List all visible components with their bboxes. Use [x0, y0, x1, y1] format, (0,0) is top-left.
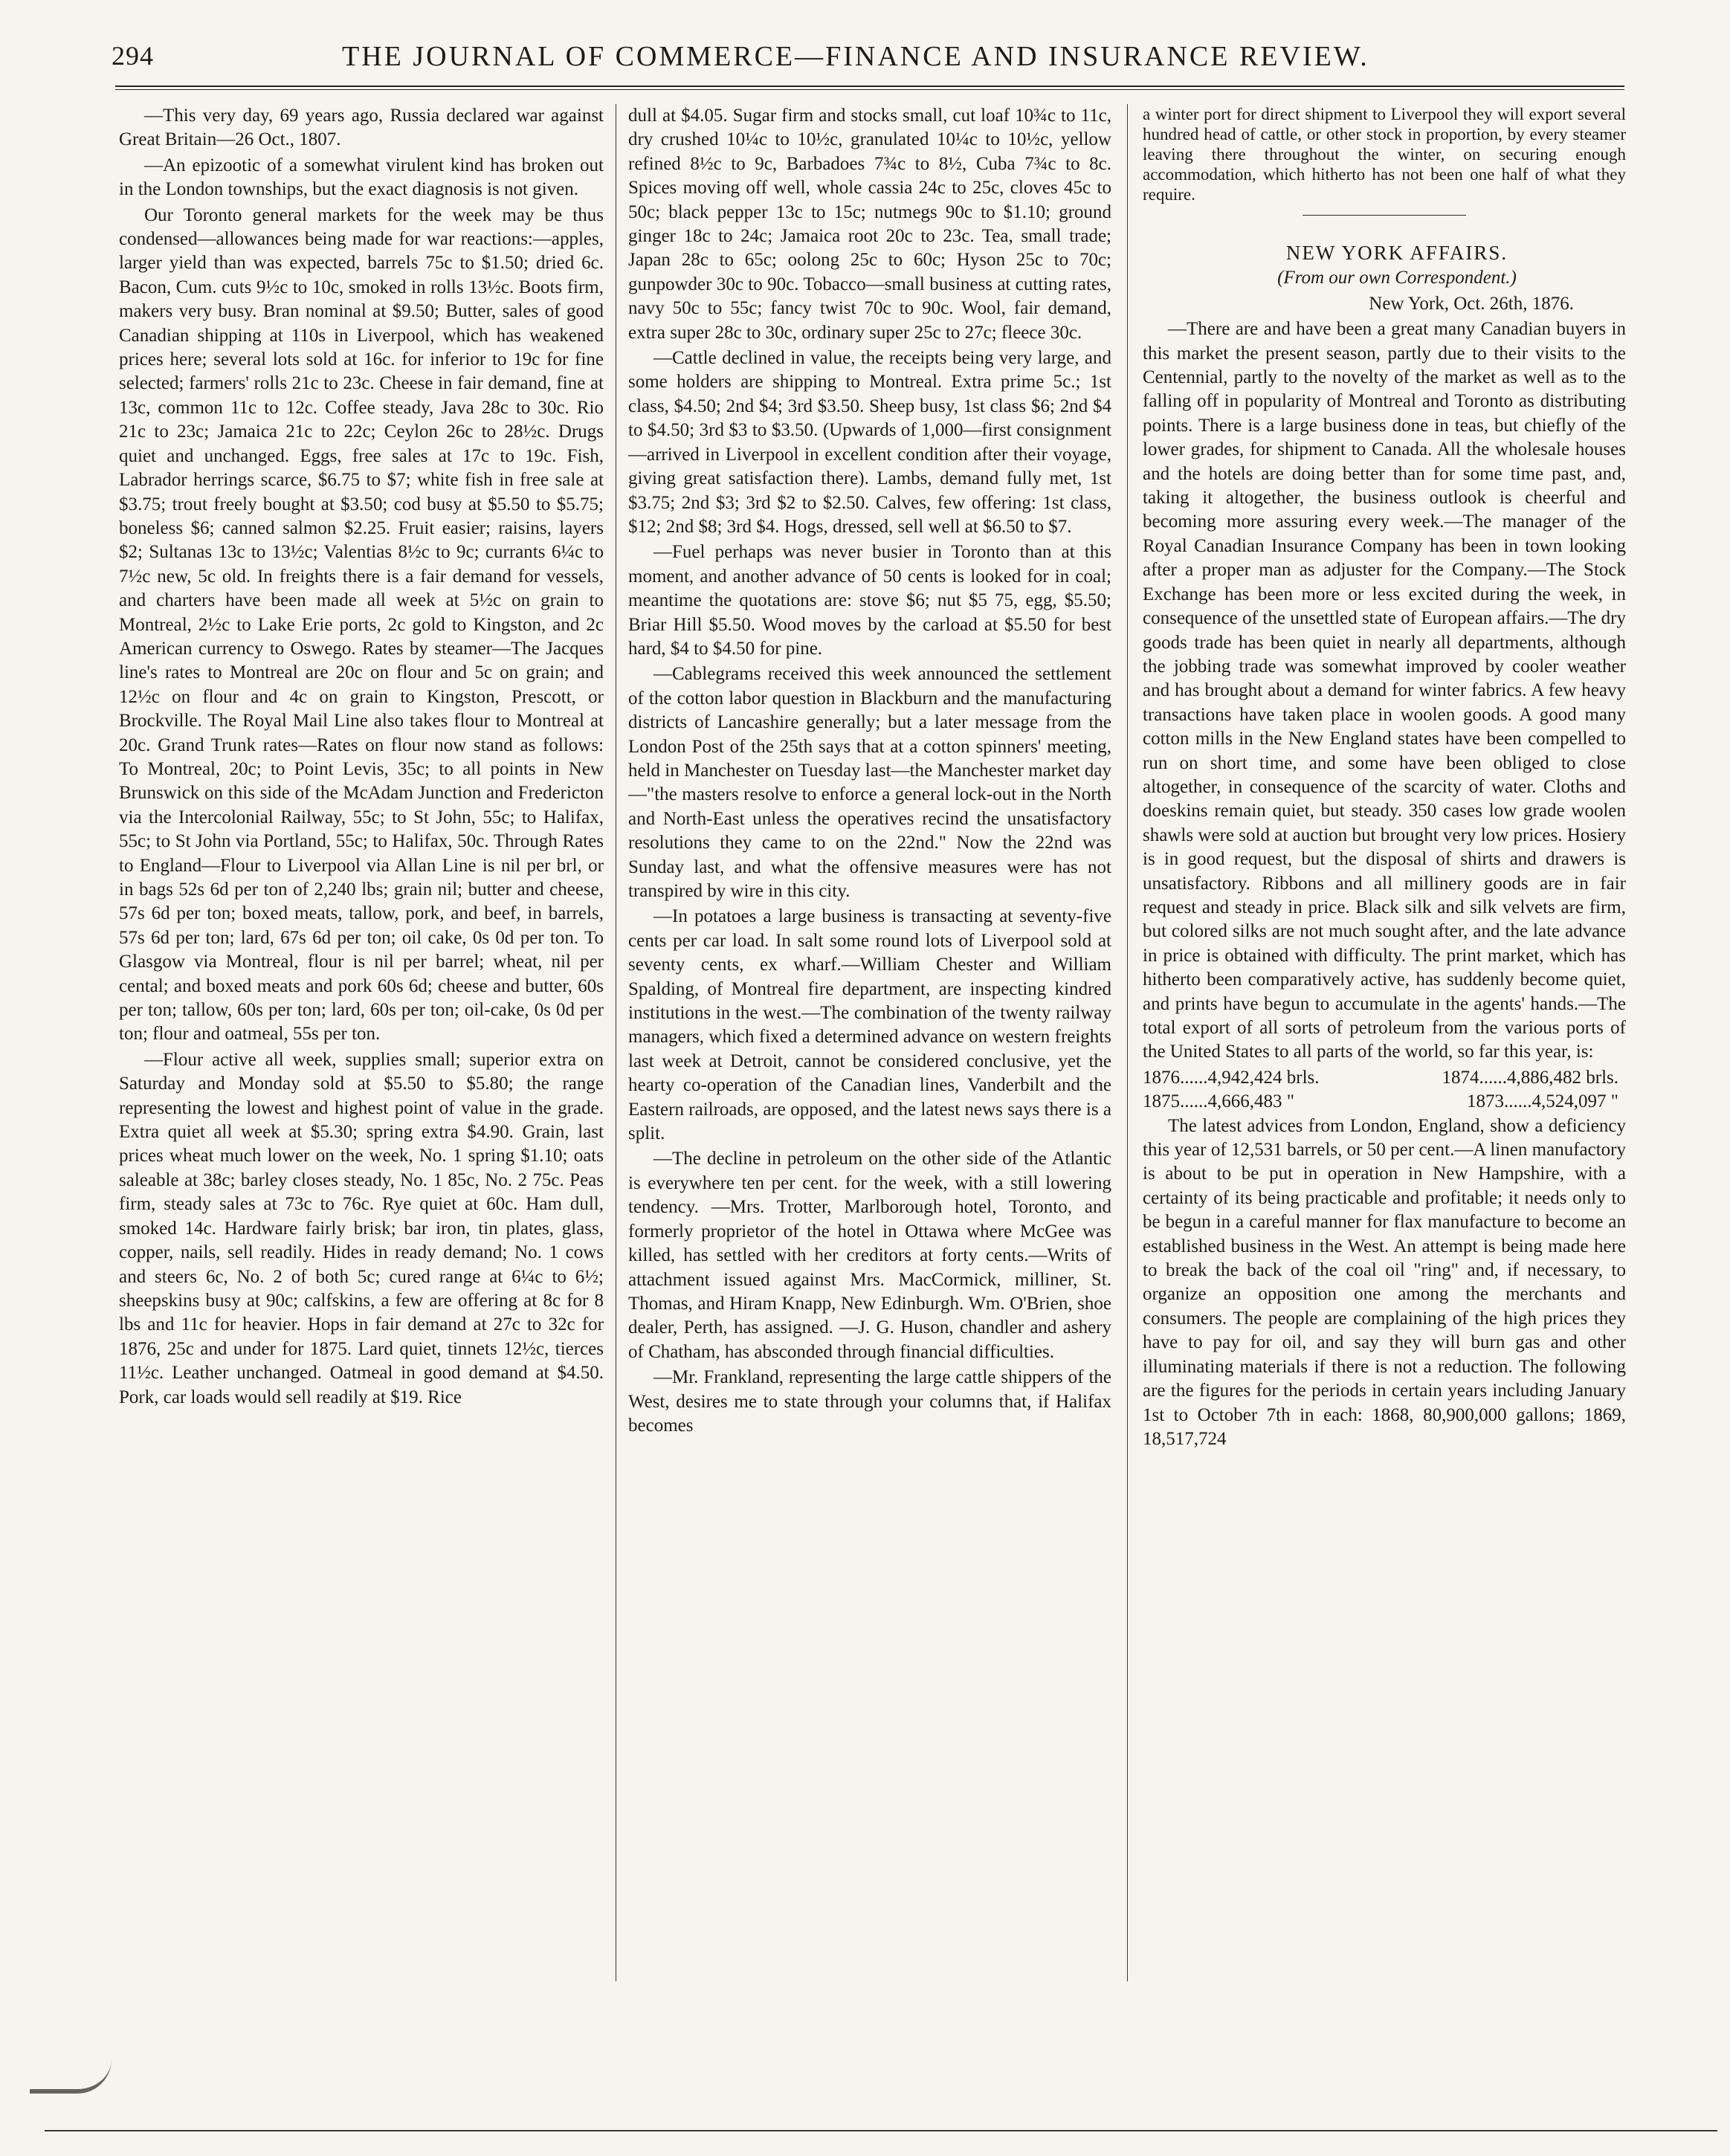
paragraph: —This very day, 69 years ago, Russia declared war against Great Britain—26 Oct., 1807.: [119, 106, 604, 150]
column-1: [119, 104, 604, 2007]
paragraph: —Flour active all week, supplies small; superior extra on Saturday and Monday sold at $5.50 to $5.80; the range representing the lowest and highest point of value in the grade. Extra quiet all week at $5.30; spring extra $4.90. Grain, last prices wheat much lower on the week, No. 1 spring $1.10; oats saleable at 38c; barley closes steady, No. 1 85c, No. 2 75c. Peas firm, steady sales at 73c to 76c. Rye quiet at 60c. Ham dull, smoked 14c. Hardware fairly brisk; bar iron, tin plates, glass, copper, nails, sell readily. Hides in ready demand; No. 1 cows and steers 6c, No. 2 of both 5c; cured range at 6¼c to 6½; sheepskins busy at 90c; calfskins, a few are offering at 8c for 8 lbs and 11c for heavier. Hops in fair demand at 27c to 32c for 1876, 25c and under for 1875. Lard quiet, tinnets 12½c, tierces 11½c. Leather unchanged. Oatmeal in good demand at $4.50. Pork, car loads would sell readily at $19. Rice: [119, 1049, 604, 1407]
paragraph: —Cablegrams received this week announced the settlement of the cotton labor question in Blackburn and the manufacturing districts of Lancashire generally; but a later message from the London Post of the 25th says that at a cotton spinners' meeting, held in Manchester on Tuesday last—the Manchester market day—"the masters resolve to enforce a general lock-out in the North and North-East unless the operatives recind the unsatisfactory resolutions they came to on the 22nd." Now the 22nd was Sunday last, and what the offensive measures were has not transpired by wire in this city.: [628, 664, 1111, 901]
column-2: [628, 104, 1111, 2007]
paragraph: —In potatoes a large business is transacting at seventy-five cents per car load. In salt some round lots of Liverpool sold at seventy cents, ex wharf.—William Chester and William Spalding, of Montreal fire department, are inspecting kindred institutions in the west.—The combination of the twenty railway managers, which fixed a determined advance on western freights last week at Detroit, cannot be considered conclusive, yet the hearty co-operation of the Canadian lines, Vanderbilt and the Eastern railroads, are opposed, and the latest news says there is a split.: [628, 906, 1111, 1144]
paragraph: Our Toronto general markets for the week may be thus condensed—allowances being made for war reactions:—apples, larger yield than was expected, barrels 75c to $1.50; dried 6c. Bacon, Cum. cuts 9½c to 10c, smoked in rolls 13½c. Boots firm, makers very busy. Bran nominal at $9.50; Butter, sales of good Canadian shipping at 110s in Liverpool, which has weakened prices here; several lots sold at 16c. for inferior to 19c for fine selected; farmers' rolls 21c to 23c. Cheese in fair demand, fine at 13c, common 11c to 12c. Coffee steady, Java 28c to 30c. Rio 21c to 23c; Jamaica 21c to 22c; Ceylon 26c to 28½c. Drugs quiet and unchanged. Eggs, free sales at 17c to 19c. Fish, Labrador herrings scarce, $6.75 to $7; white fish in free sale at $3.75; trout freely bought at $3.50; cod busy at $5.50 to $5.75; boneless $6; canned salmon $2.25. Fruit easier; raisins, layers $2; Sultanas 13c to 13½c; Valentias 8½c to 9c; currants 6¼c to 7½c new, 5c old. In freights there is a fair demand for vessels, and charters have been made all week at 5½c on grain to Montreal, 2½c to Lake Erie ports, 2c gold to Kingston, and 2c American currency to Oswego. Rates by steamer—The Jacques line's rates to Montreal are 20c on flour and 5c on grain; and 12½c on flour and 4c on grain to Kingston, Prescott, or Brockville. The Royal Mail Line also takes flour to Montreal at 20c. Grand Trunk rates—Rates on flour now stand as follows: To Montreal, 20c; to Point Levis, 35c; to all points in New Brunswick on this side of the McAdam Junction and Fredericton via the Intercolonial Railway, 55c; to St John, 55c; to Halifax, 55c; to St John via Portland, 55c; to Halifax, 50c. Through Rates to England—Flour to Liverpool via Allan Line is nil per brl, or in bags 52s 6d per ton of 2,240 lbs; grain nil; butter and cheese, 57s 6d per ton; boxed meats, tallow, pork, and beef, in barrels, 57s 6d per ton; lard, 67s 6d per ton; oil cake, 0s 0d per ton. To Glasgow via Montreal, flour is nil per barrel; wheat, nil per cental; and boxed meats and pork 60s 6d; cheese and butter, 60s per ton; tallow, 60s per ton; lard, 60s per ton; oil-cake, 0s 0d per ton; flour and oatmeal, 55s per ton.: [119, 204, 604, 1045]
page-damage-mark: [30, 2059, 112, 2094]
running-head: THE JOURNAL OF COMMERCE—FINANCE AND INSURANCE REVIEW.: [342, 41, 1369, 72]
bottom-rule: [45, 2130, 1717, 2131]
section-title: NEW YORK AFFAIRS.: [1285, 242, 1508, 264]
export-row: [1143, 1090, 1626, 1114]
export-figure: 1875......4,666,483 ": [1143, 1091, 1294, 1112]
paragraph: dull at $4.05. Sugar firm and stocks small, cut loaf 10¾c to 11c, dry crushed 10¼c to 10½c, granulated 10¼c to 10½c, yellow refined 8½c to 9c, Barbadoes 7¾c to 8½, Cuba 7¾c to 8c. Spices moving off well, whole cassia 24c to 25c, cloves 45c to 50c; black pepper 13c to 15c; nutmegs 90c to $1.10; ground ginger 18c to 24c; Jamaica root 20c to 23c. Tea, small trade; Japan 28c to 65c; oolong 25c to 60c; Hyson 25c to 70c; gunpowder 30c to 90c. Tobacco—small business at cutting rates, navy 50c to 55c; fancy twist 70c to 90c. Wool, fair demand, extra super 28c to 30c, ordinary super 25c to 27c; fleece 30c.: [628, 106, 1111, 343]
export-figure: 1874......4,886,482 brls.: [1442, 1067, 1618, 1088]
dateline: New York, Oct. 26th, 1876.: [1369, 293, 1574, 314]
export-figure: 1876......4,942,424 brls.: [1143, 1067, 1320, 1088]
header-rule: [115, 85, 1624, 90]
column-3: [1143, 104, 1626, 2007]
paragraph: —Mr. Frankland, representing the large cattle shippers of the West, desires me to state through your columns that, if Halifax becomes: [628, 1367, 1111, 1436]
paragraph: —Cattle declined in value, the receipts being very large, and some holders are shipping to Montreal. Extra prime 5c.; 1st class, $4.50; 2nd $4; 3rd $3.50. Sheep busy, 1st class $6; 2nd $4 to $4.50; 3rd $3 to $3.50. (Upwards of 1,000—first consignment—arrived in Liverpool in excellent condition after their voyage, giving great satisfaction there). Lambs, demand fully met, 1st $3.75; 2nd $3; 3rd $2 to $2.50. Calves, few offering: 1st class, $12; 2nd $8; 3rd $4. Hogs, dressed, sell well at $6.50 to $7.: [628, 348, 1111, 537]
section-subtitle: (From our own Correspondent.): [1277, 268, 1517, 288]
paragraph: —The decline in petroleum on the other side of the Atlantic is everywhere ten per cent. for the week, with a still lowering tendency. —Mrs. Trotter, Marlborough hotel, Toronto, and formerly proprietor of the hotel in Ottawa where McGee was killed, has settled with her creditors at forty cents.—Writs of attachment issued against Mrs. MacCormick, milliner, St. Thomas, and Hiram Knapp, New Edinburgh. Wm. O'Brien, shoe dealer, Perth, has assigned. —J. G. Huson, chandler and ashery of Chatham, has absconded through financial difficulties.: [628, 1149, 1111, 1362]
paragraph: —Fuel perhaps was never busier in Toronto than at this moment, and another advance of 50 cents is looked for in coal; meantime the quotations are: stove $6; nut $5 75, egg, $5.50; Briar Hill $5.50. Wood moves by the carload at $5.50 for best hard, $4 to $4.50 for pine.: [628, 542, 1111, 659]
column-divider: [1127, 104, 1128, 1981]
paragraph: —There are and have been a great many Canadian buyers in this market the present season, partly due to their visits to the Centennial, partly to the novelty of the market as well as to the falling off in popularity of Montreal and Toronto as distributing points. There is a large business done in teas, but chiefly of the lower grades, for shipment to Canada. All the wholesale houses and the hotels are doing better than for some time past, and, taking it altogether, the business outlook is cheerful and becoming more assuring every week.—The manager of the Royal Canadian Insurance Company has been in town looking after a proper man as adjuster for the Company.—The Stock Exchange has been more or less excited during the week, in consequence of the unsettled state of European affairs.—The dry goods trade has been quiet in nearly all departments, although the jobbing trade was somewhat improved by cooler weather and has brought about a demand for winter fabrics. A few heavy transactions have taken place in woolen goods. A good many cotton mills in the New England states have been compelled to run on short time, and some have been obliged to close altogether, in consequence of the scarcity of water. Cloths and doeskins remain quiet, but steady. 350 cases low grade woolen shawls were sold at auction but brought very low prices. Hosiery is in good request, but the disposal of shirts and drawers is unsatisfactory. Ribbons and all millinery goods are in fair request and steady in price. Black silk and silk velvets are firm, but colored silks are not much sought after, and the late advance in price is obtained with difficulty. The print market, which has hitherto been comparatively active, has suddenly become quiet, and prints have begun to accumulate in the agents' hands.—The total export of all sorts of petroleum from the various ports of the United States to all parts of the world, so far this year, is:: [1143, 319, 1626, 1062]
page-header: [112, 36, 1621, 80]
paragraph: a winter port for direct shipment to Liverpool they will export several hundred head of cattle, or other stock in proportion, by every steamer leaving there throughout the winter, on securing enough accommodation, which hitherto has not been one half of what they require.: [1143, 105, 1626, 204]
section-rule: [1303, 215, 1466, 216]
page-number: 294: [112, 41, 154, 71]
export-figure: 1873......4,524,097 ": [1467, 1091, 1618, 1112]
paragraph: —An epizootic of a somewhat virulent kind has broken out in the London townships, but the exact diagnosis is not given.: [119, 155, 604, 200]
export-row: [1143, 1066, 1626, 1090]
paragraph: The latest advices from London, England, show a deficiency this year of 12,531 barrels, or 50 per cent.—A linen manufactory is about to be put in operation in New Hampshire, with a certainty of its being practicable and profitable; it needs only to be begun in a careful manner for flax manufacture to become an established business in the West. An attempt is being made here to break the back of the coal oil "ring" and, if necessary, to organize an opposition one among the merchants and consumers. The people are complaining of the high prices they have to pay for oil, and say they will burn gas and other illuminating materials if there is not a reduction. The following are the figures for the periods in certain years including January 1st to October 7th in each: 1868, 80,900,000 gallons; 1869, 18,517,724: [1143, 1115, 1626, 1449]
